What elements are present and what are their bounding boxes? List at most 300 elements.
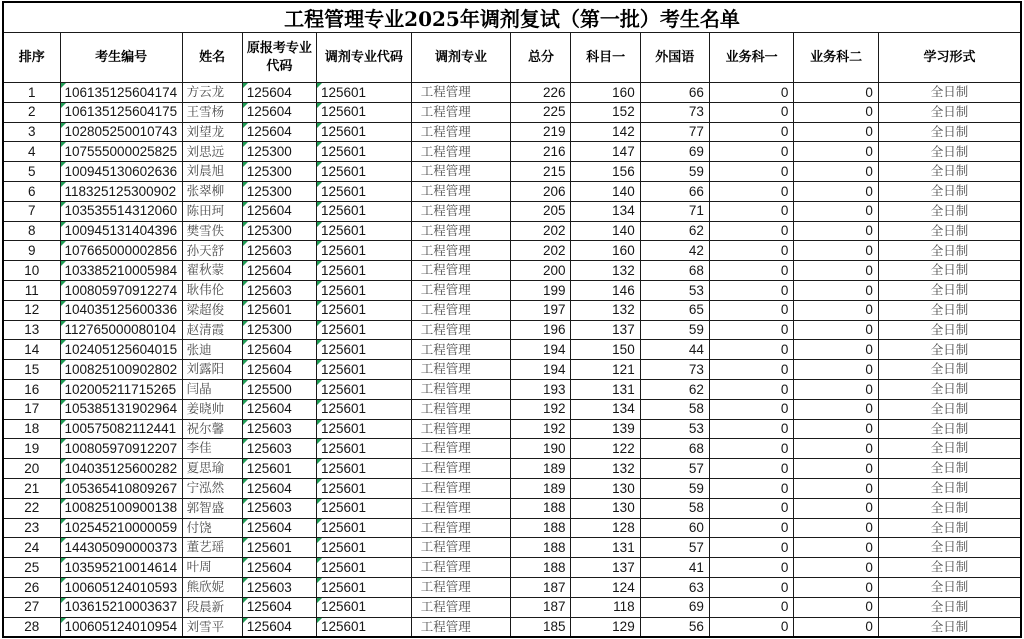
table-row bbox=[3, 419, 1021, 439]
cell-rank: 19 bbox=[3, 439, 60, 459]
cell-candidate-id: 100575082112441 bbox=[60, 419, 182, 439]
cell-name: 刘思远 bbox=[182, 142, 242, 162]
cell-foreign-language: 68 bbox=[640, 261, 709, 281]
cell-name: 张迪 bbox=[182, 340, 242, 360]
cell-adj-major-code: 125601 bbox=[317, 538, 412, 558]
cell-subject-one: 160 bbox=[571, 83, 640, 103]
cell-study-form: 全日制 bbox=[878, 241, 1021, 261]
cell-subject-one: 146 bbox=[571, 280, 640, 300]
cell-adj-major: 工程管理 bbox=[411, 340, 511, 360]
cell-candidate-id: 100805970912274 bbox=[60, 280, 182, 300]
cell-business-two: 0 bbox=[794, 360, 878, 380]
cell-study-form: 全日制 bbox=[878, 340, 1021, 360]
cell-subject-one: 134 bbox=[571, 201, 640, 221]
cell-adj-major: 工程管理 bbox=[411, 439, 511, 459]
cell-study-form: 全日制 bbox=[878, 83, 1021, 103]
cell-name: 梁超俊 bbox=[182, 300, 242, 320]
table-row bbox=[3, 459, 1021, 479]
cell-subject-one: 131 bbox=[571, 379, 640, 399]
cell-total-score: 225 bbox=[511, 102, 571, 122]
cell-subject-one: 132 bbox=[571, 300, 640, 320]
cell-adj-major: 工程管理 bbox=[411, 280, 511, 300]
cell-name: 姜晓帅 bbox=[182, 399, 242, 419]
cell-adj-major-code: 125601 bbox=[317, 340, 412, 360]
cell-adj-major-code: 125601 bbox=[317, 320, 412, 340]
cell-candidate-id: 106135125604175 bbox=[60, 102, 182, 122]
cell-study-form: 全日制 bbox=[878, 201, 1021, 221]
cell-name: 付饶 bbox=[182, 518, 242, 538]
cell-rank: 6 bbox=[3, 181, 60, 201]
table-row bbox=[3, 221, 1021, 241]
table-row bbox=[3, 577, 1021, 597]
cell-total-score: 188 bbox=[511, 538, 571, 558]
table-row bbox=[3, 360, 1021, 380]
cell-total-score: 194 bbox=[511, 360, 571, 380]
cell-foreign-language: 59 bbox=[640, 320, 709, 340]
cell-rank: 20 bbox=[3, 459, 60, 479]
cell-adj-major: 工程管理 bbox=[411, 379, 511, 399]
cell-business-one: 0 bbox=[709, 399, 793, 419]
cell-total-score: 215 bbox=[511, 162, 571, 182]
cell-adj-major-code: 125601 bbox=[317, 360, 412, 380]
cell-rank: 12 bbox=[3, 300, 60, 320]
cell-subject-one: 124 bbox=[571, 577, 640, 597]
cell-subject-one: 140 bbox=[571, 221, 640, 241]
cell-total-score: 194 bbox=[511, 340, 571, 360]
cell-adj-major: 工程管理 bbox=[411, 459, 511, 479]
cell-adj-major-code: 125601 bbox=[317, 181, 412, 201]
cell-business-two: 0 bbox=[794, 142, 878, 162]
table-row bbox=[3, 558, 1021, 578]
cell-business-one: 0 bbox=[709, 181, 793, 201]
cell-orig-major-code: 125300 bbox=[242, 181, 316, 201]
cell-rank: 2 bbox=[3, 102, 60, 122]
cell-business-two: 0 bbox=[794, 597, 878, 617]
cell-business-one: 0 bbox=[709, 498, 793, 518]
cell-rank: 9 bbox=[3, 241, 60, 261]
cell-candidate-id: 102005211715265 bbox=[60, 379, 182, 399]
cell-business-one: 0 bbox=[709, 201, 793, 221]
cell-study-form: 全日制 bbox=[878, 280, 1021, 300]
table-row bbox=[3, 320, 1021, 340]
cell-study-form: 全日制 bbox=[878, 142, 1021, 162]
cell-business-two: 0 bbox=[794, 538, 878, 558]
cell-total-score: 199 bbox=[511, 280, 571, 300]
cell-subject-one: 130 bbox=[571, 498, 640, 518]
col-header-rank: 排序 bbox=[3, 33, 60, 83]
cell-business-one: 0 bbox=[709, 518, 793, 538]
table-row bbox=[3, 439, 1021, 459]
cell-candidate-id: 118325125300902 bbox=[60, 181, 182, 201]
cell-subject-one: 142 bbox=[571, 122, 640, 142]
cell-adj-major: 工程管理 bbox=[411, 142, 511, 162]
cell-rank: 13 bbox=[3, 320, 60, 340]
cell-orig-major-code: 125300 bbox=[242, 320, 316, 340]
cell-adj-major-code: 125601 bbox=[317, 558, 412, 578]
table-row bbox=[3, 478, 1021, 498]
cell-business-one: 0 bbox=[709, 261, 793, 281]
cell-orig-major-code: 125300 bbox=[242, 142, 316, 162]
cell-adj-major-code: 125601 bbox=[317, 280, 412, 300]
cell-study-form: 全日制 bbox=[878, 320, 1021, 340]
cell-name: 方云龙 bbox=[182, 83, 242, 103]
cell-candidate-id: 112765000080104 bbox=[60, 320, 182, 340]
cell-foreign-language: 73 bbox=[640, 102, 709, 122]
col-header-study-form: 学习形式 bbox=[878, 33, 1021, 83]
cell-study-form: 全日制 bbox=[878, 538, 1021, 558]
cell-business-one: 0 bbox=[709, 241, 793, 261]
cell-business-two: 0 bbox=[794, 478, 878, 498]
cell-study-form: 全日制 bbox=[878, 102, 1021, 122]
cell-adj-major: 工程管理 bbox=[411, 181, 511, 201]
cell-adj-major: 工程管理 bbox=[411, 201, 511, 221]
cell-adj-major: 工程管理 bbox=[411, 478, 511, 498]
cell-study-form: 全日制 bbox=[878, 379, 1021, 399]
cell-total-score: 202 bbox=[511, 221, 571, 241]
cell-name: 郭智盛 bbox=[182, 498, 242, 518]
cell-adj-major-code: 125601 bbox=[317, 577, 412, 597]
cell-study-form: 全日制 bbox=[878, 597, 1021, 617]
cell-subject-one: 131 bbox=[571, 538, 640, 558]
candidate-table bbox=[2, 1, 1022, 638]
cell-total-score: 197 bbox=[511, 300, 571, 320]
cell-candidate-id: 144305090000373 bbox=[60, 538, 182, 558]
cell-name: 张翠柳 bbox=[182, 181, 242, 201]
cell-rank: 14 bbox=[3, 340, 60, 360]
cell-foreign-language: 53 bbox=[640, 280, 709, 300]
cell-foreign-language: 68 bbox=[640, 439, 709, 459]
table-row bbox=[3, 241, 1021, 261]
cell-adj-major: 工程管理 bbox=[411, 300, 511, 320]
cell-name: 刘晨旭 bbox=[182, 162, 242, 182]
cell-business-two: 0 bbox=[794, 617, 878, 637]
cell-subject-one: 132 bbox=[571, 459, 640, 479]
cell-orig-major-code: 125604 bbox=[242, 399, 316, 419]
col-header-adj-major: 调剂专业 bbox=[411, 33, 511, 83]
cell-total-score: 188 bbox=[511, 518, 571, 538]
cell-rank: 25 bbox=[3, 558, 60, 578]
cell-total-score: 219 bbox=[511, 122, 571, 142]
cell-foreign-language: 63 bbox=[640, 577, 709, 597]
cell-total-score: 193 bbox=[511, 379, 571, 399]
table-row bbox=[3, 102, 1021, 122]
cell-name: 董艺瑶 bbox=[182, 538, 242, 558]
cell-adj-major: 工程管理 bbox=[411, 538, 511, 558]
cell-subject-one: 128 bbox=[571, 518, 640, 538]
cell-orig-major-code: 125603 bbox=[242, 498, 316, 518]
cell-business-two: 0 bbox=[794, 399, 878, 419]
cell-rank: 27 bbox=[3, 597, 60, 617]
col-header-total-score: 总分 bbox=[511, 33, 571, 83]
cell-business-two: 0 bbox=[794, 419, 878, 439]
table-row bbox=[3, 538, 1021, 558]
cell-rank: 16 bbox=[3, 379, 60, 399]
cell-foreign-language: 62 bbox=[640, 379, 709, 399]
cell-candidate-id: 104035125600336 bbox=[60, 300, 182, 320]
cell-candidate-id: 107665000002856 bbox=[60, 241, 182, 261]
cell-total-score: 205 bbox=[511, 201, 571, 221]
cell-rank: 5 bbox=[3, 162, 60, 182]
cell-subject-one: 121 bbox=[571, 360, 640, 380]
cell-candidate-id: 103385210005984 bbox=[60, 261, 182, 281]
cell-name: 刘雪平 bbox=[182, 617, 242, 637]
table-row bbox=[3, 498, 1021, 518]
cell-study-form: 全日制 bbox=[878, 617, 1021, 637]
cell-business-one: 0 bbox=[709, 379, 793, 399]
cell-name: 樊雪佚 bbox=[182, 221, 242, 241]
cell-name: 刘露阳 bbox=[182, 360, 242, 380]
cell-orig-major-code: 125601 bbox=[242, 538, 316, 558]
table-row bbox=[3, 83, 1021, 103]
cell-study-form: 全日制 bbox=[878, 518, 1021, 538]
cell-name: 翟秋蒙 bbox=[182, 261, 242, 281]
cell-orig-major-code: 125604 bbox=[242, 558, 316, 578]
cell-adj-major: 工程管理 bbox=[411, 221, 511, 241]
cell-adj-major-code: 125601 bbox=[317, 379, 412, 399]
cell-rank: 7 bbox=[3, 201, 60, 221]
cell-name: 闫晶 bbox=[182, 379, 242, 399]
cell-name: 赵清霞 bbox=[182, 320, 242, 340]
cell-adj-major-code: 125601 bbox=[317, 241, 412, 261]
cell-name: 夏思瑜 bbox=[182, 459, 242, 479]
table-row bbox=[3, 280, 1021, 300]
cell-orig-major-code: 125604 bbox=[242, 597, 316, 617]
cell-business-one: 0 bbox=[709, 419, 793, 439]
cell-foreign-language: 42 bbox=[640, 241, 709, 261]
cell-adj-major: 工程管理 bbox=[411, 83, 511, 103]
cell-name: 宁泓然 bbox=[182, 478, 242, 498]
cell-rank: 24 bbox=[3, 538, 60, 558]
cell-business-two: 0 bbox=[794, 459, 878, 479]
cell-study-form: 全日制 bbox=[878, 558, 1021, 578]
table-body bbox=[3, 83, 1021, 638]
cell-candidate-id: 106135125604174 bbox=[60, 83, 182, 103]
cell-foreign-language: 60 bbox=[640, 518, 709, 538]
cell-subject-one: 137 bbox=[571, 558, 640, 578]
table-row bbox=[3, 142, 1021, 162]
cell-rank: 1 bbox=[3, 83, 60, 103]
table-row bbox=[3, 340, 1021, 360]
col-header-foreign-language: 外国语 bbox=[640, 33, 709, 83]
table-row bbox=[3, 597, 1021, 617]
cell-business-one: 0 bbox=[709, 102, 793, 122]
cell-foreign-language: 44 bbox=[640, 340, 709, 360]
cell-total-score: 206 bbox=[511, 181, 571, 201]
cell-adj-major-code: 125601 bbox=[317, 617, 412, 637]
cell-business-one: 0 bbox=[709, 597, 793, 617]
cell-orig-major-code: 125604 bbox=[242, 617, 316, 637]
cell-study-form: 全日制 bbox=[878, 439, 1021, 459]
cell-adj-major-code: 125601 bbox=[317, 597, 412, 617]
cell-candidate-id: 107555000025825 bbox=[60, 142, 182, 162]
cell-rank: 26 bbox=[3, 577, 60, 597]
cell-orig-major-code: 125603 bbox=[242, 241, 316, 261]
cell-orig-major-code: 125300 bbox=[242, 221, 316, 241]
cell-adj-major: 工程管理 bbox=[411, 399, 511, 419]
cell-adj-major-code: 125601 bbox=[317, 419, 412, 439]
table-row bbox=[3, 261, 1021, 281]
cell-business-two: 0 bbox=[794, 379, 878, 399]
cell-business-two: 0 bbox=[794, 181, 878, 201]
cell-name: 祝尔馨 bbox=[182, 419, 242, 439]
cell-total-score: 188 bbox=[511, 498, 571, 518]
cell-subject-one: 118 bbox=[571, 597, 640, 617]
cell-candidate-id: 102805250010743 bbox=[60, 122, 182, 142]
cell-name: 段晨新 bbox=[182, 597, 242, 617]
cell-orig-major-code: 125604 bbox=[242, 83, 316, 103]
cell-total-score: 226 bbox=[511, 83, 571, 103]
cell-business-two: 0 bbox=[794, 201, 878, 221]
cell-study-form: 全日制 bbox=[878, 419, 1021, 439]
cell-rank: 10 bbox=[3, 261, 60, 281]
cell-business-two: 0 bbox=[794, 558, 878, 578]
cell-rank: 15 bbox=[3, 360, 60, 380]
cell-business-two: 0 bbox=[794, 439, 878, 459]
cell-total-score: 190 bbox=[511, 439, 571, 459]
cell-foreign-language: 66 bbox=[640, 181, 709, 201]
cell-adj-major: 工程管理 bbox=[411, 261, 511, 281]
cell-subject-one: 140 bbox=[571, 181, 640, 201]
cell-business-one: 0 bbox=[709, 83, 793, 103]
cell-business-one: 0 bbox=[709, 459, 793, 479]
cell-subject-one: 129 bbox=[571, 617, 640, 637]
cell-rank: 23 bbox=[3, 518, 60, 538]
cell-subject-one: 156 bbox=[571, 162, 640, 182]
cell-study-form: 全日制 bbox=[878, 162, 1021, 182]
cell-rank: 8 bbox=[3, 221, 60, 241]
cell-total-score: 187 bbox=[511, 597, 571, 617]
cell-adj-major-code: 125601 bbox=[317, 162, 412, 182]
cell-subject-one: 130 bbox=[571, 478, 640, 498]
cell-business-two: 0 bbox=[794, 83, 878, 103]
cell-business-one: 0 bbox=[709, 280, 793, 300]
cell-study-form: 全日制 bbox=[878, 122, 1021, 142]
title-row bbox=[3, 2, 1021, 33]
cell-subject-one: 150 bbox=[571, 340, 640, 360]
table-row bbox=[3, 201, 1021, 221]
cell-adj-major-code: 125601 bbox=[317, 83, 412, 103]
cell-adj-major: 工程管理 bbox=[411, 518, 511, 538]
cell-candidate-id: 102405125604015 bbox=[60, 340, 182, 360]
cell-subject-one: 137 bbox=[571, 320, 640, 340]
col-header-business-one: 业务科一 bbox=[709, 33, 793, 83]
cell-business-one: 0 bbox=[709, 478, 793, 498]
cell-total-score: 189 bbox=[511, 478, 571, 498]
cell-candidate-id: 100945130602636 bbox=[60, 162, 182, 182]
cell-adj-major: 工程管理 bbox=[411, 360, 511, 380]
cell-candidate-id: 100945131404396 bbox=[60, 221, 182, 241]
table-row bbox=[3, 181, 1021, 201]
cell-candidate-id: 104035125600282 bbox=[60, 459, 182, 479]
cell-adj-major-code: 125601 bbox=[317, 439, 412, 459]
cell-candidate-id: 100605124010954 bbox=[60, 617, 182, 637]
table-row bbox=[3, 162, 1021, 182]
cell-study-form: 全日制 bbox=[878, 478, 1021, 498]
cell-study-form: 全日制 bbox=[878, 181, 1021, 201]
cell-adj-major-code: 125601 bbox=[317, 459, 412, 479]
cell-foreign-language: 65 bbox=[640, 300, 709, 320]
table-row bbox=[3, 379, 1021, 399]
cell-business-one: 0 bbox=[709, 340, 793, 360]
cell-orig-major-code: 125604 bbox=[242, 478, 316, 498]
cell-business-two: 0 bbox=[794, 102, 878, 122]
col-header-name: 姓名 bbox=[182, 33, 242, 83]
cell-business-one: 0 bbox=[709, 142, 793, 162]
cell-foreign-language: 53 bbox=[640, 419, 709, 439]
cell-foreign-language: 58 bbox=[640, 498, 709, 518]
cell-candidate-id: 103535514312060 bbox=[60, 201, 182, 221]
cell-orig-major-code: 125300 bbox=[242, 162, 316, 182]
cell-business-two: 0 bbox=[794, 221, 878, 241]
cell-business-one: 0 bbox=[709, 320, 793, 340]
cell-study-form: 全日制 bbox=[878, 221, 1021, 241]
cell-orig-major-code: 125601 bbox=[242, 459, 316, 479]
cell-orig-major-code: 125603 bbox=[242, 577, 316, 597]
cell-business-one: 0 bbox=[709, 439, 793, 459]
cell-business-two: 0 bbox=[794, 300, 878, 320]
cell-foreign-language: 71 bbox=[640, 201, 709, 221]
col-header-adj-major-code: 调剂专业代码 bbox=[317, 33, 412, 83]
cell-business-one: 0 bbox=[709, 577, 793, 597]
cell-adj-major: 工程管理 bbox=[411, 558, 511, 578]
cell-rank: 4 bbox=[3, 142, 60, 162]
cell-foreign-language: 73 bbox=[640, 360, 709, 380]
cell-study-form: 全日制 bbox=[878, 300, 1021, 320]
cell-name: 熊欣妮 bbox=[182, 577, 242, 597]
cell-candidate-id: 105385131902964 bbox=[60, 399, 182, 419]
cell-adj-major: 工程管理 bbox=[411, 419, 511, 439]
cell-study-form: 全日制 bbox=[878, 577, 1021, 597]
cell-candidate-id: 105365410809267 bbox=[60, 478, 182, 498]
cell-subject-one: 122 bbox=[571, 439, 640, 459]
cell-business-one: 0 bbox=[709, 558, 793, 578]
cell-business-two: 0 bbox=[794, 241, 878, 261]
cell-foreign-language: 69 bbox=[640, 597, 709, 617]
cell-name: 叶周 bbox=[182, 558, 242, 578]
cell-study-form: 全日制 bbox=[878, 261, 1021, 281]
cell-total-score: 187 bbox=[511, 577, 571, 597]
col-header-orig-major-code: 原报考专业代码 bbox=[242, 33, 316, 83]
cell-candidate-id: 100605124010593 bbox=[60, 577, 182, 597]
cell-study-form: 全日制 bbox=[878, 498, 1021, 518]
cell-orig-major-code: 125603 bbox=[242, 419, 316, 439]
cell-adj-major-code: 125601 bbox=[317, 518, 412, 538]
cell-subject-one: 152 bbox=[571, 102, 640, 122]
cell-total-score: 192 bbox=[511, 399, 571, 419]
cell-adj-major-code: 125601 bbox=[317, 478, 412, 498]
cell-business-one: 0 bbox=[709, 162, 793, 182]
cell-foreign-language: 59 bbox=[640, 478, 709, 498]
cell-orig-major-code: 125500 bbox=[242, 379, 316, 399]
cell-rank: 21 bbox=[3, 478, 60, 498]
cell-adj-major-code: 125601 bbox=[317, 498, 412, 518]
cell-adj-major: 工程管理 bbox=[411, 241, 511, 261]
cell-orig-major-code: 125604 bbox=[242, 261, 316, 281]
table-row bbox=[3, 617, 1021, 637]
cell-business-two: 0 bbox=[794, 122, 878, 142]
cell-total-score: 200 bbox=[511, 261, 571, 281]
cell-rank: 11 bbox=[3, 280, 60, 300]
cell-adj-major: 工程管理 bbox=[411, 162, 511, 182]
cell-orig-major-code: 125604 bbox=[242, 102, 316, 122]
cell-total-score: 188 bbox=[511, 558, 571, 578]
cell-business-one: 0 bbox=[709, 221, 793, 241]
cell-subject-one: 160 bbox=[571, 241, 640, 261]
header-row bbox=[3, 33, 1021, 83]
cell-business-two: 0 bbox=[794, 340, 878, 360]
col-header-candidate-id: 考生编号 bbox=[60, 33, 182, 83]
cell-foreign-language: 77 bbox=[640, 122, 709, 142]
